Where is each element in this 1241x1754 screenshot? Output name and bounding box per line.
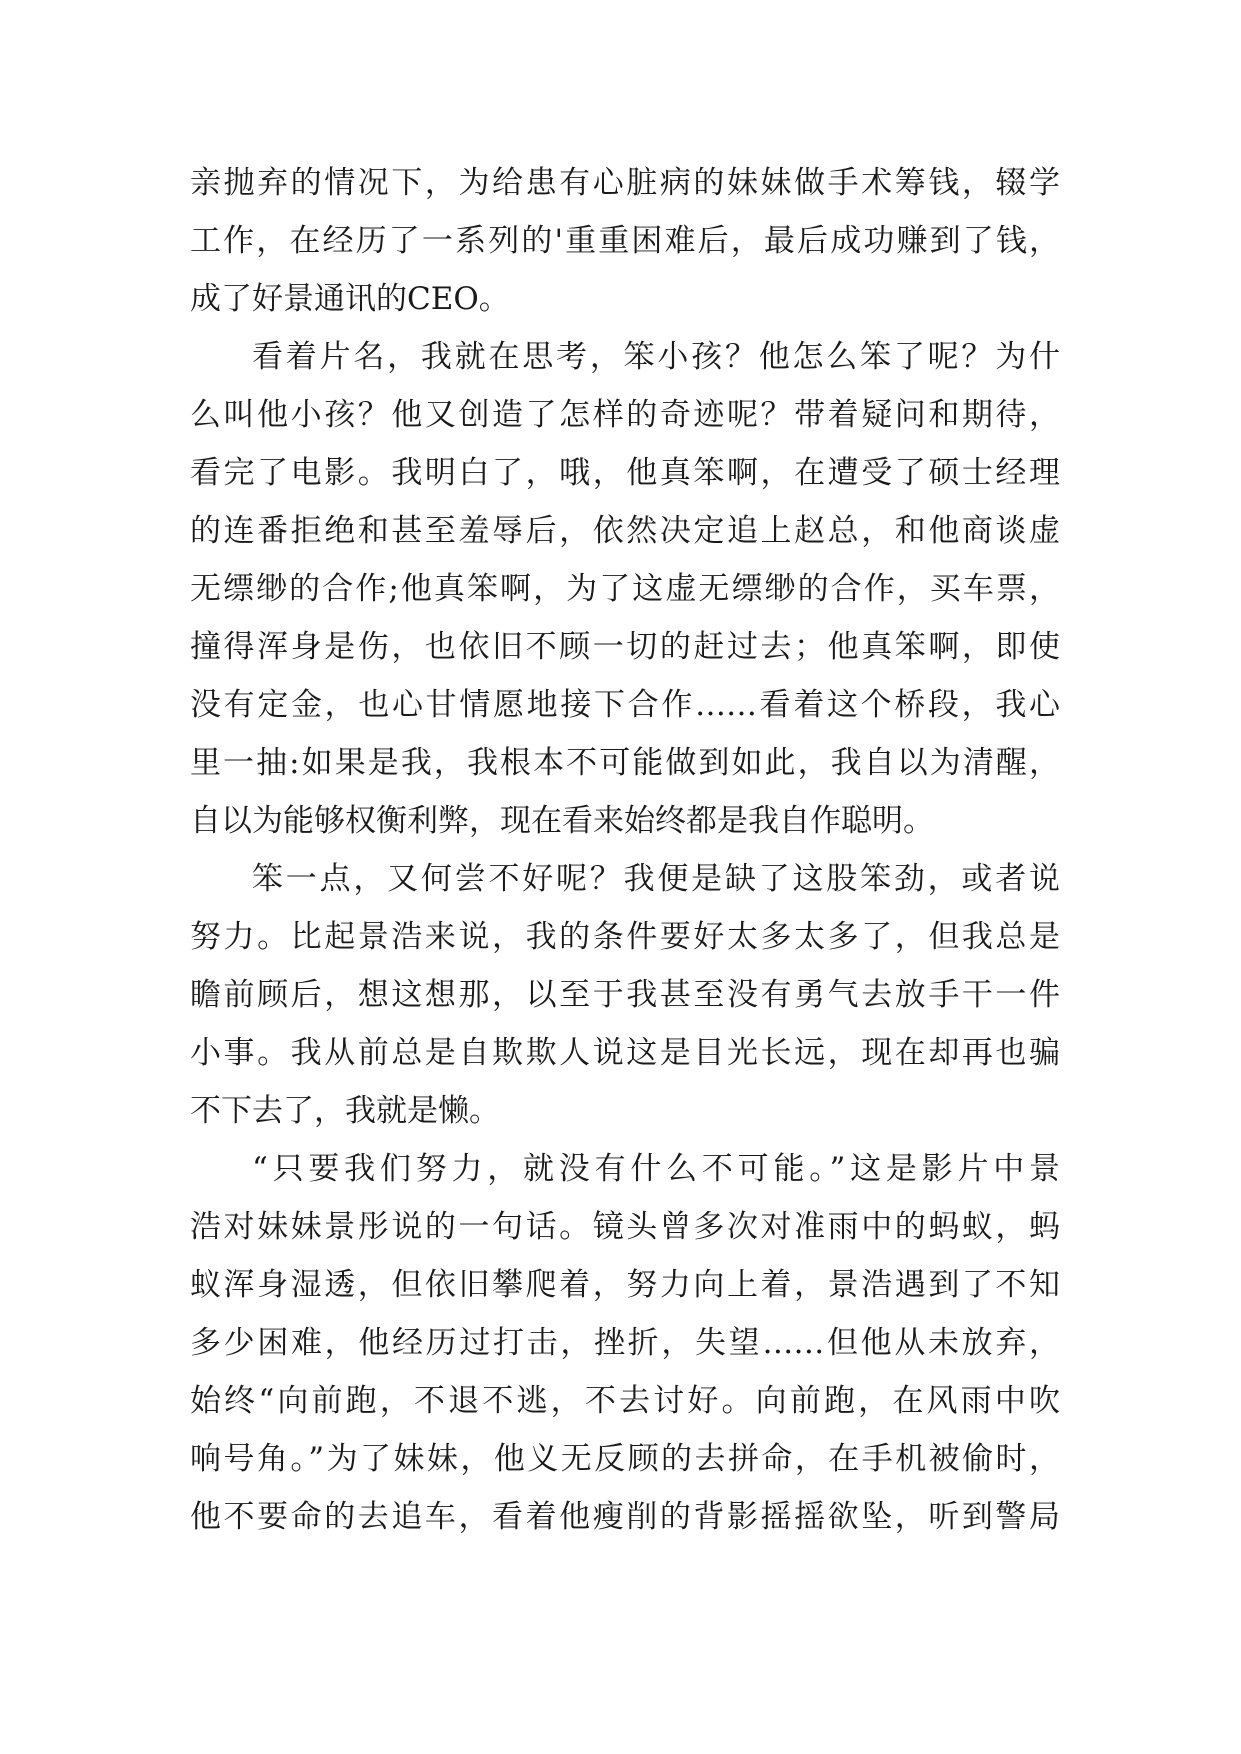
text-line: 亲抛弃的情况下，为给患有心脏病的妹妹做手术筹钱，辍学: [190, 165, 1060, 201]
text-line: 的连番拒绝和甚至羞辱后，依然决定追上赵总，和他商谈虚: [190, 513, 1060, 549]
text-line: 不下去了，我就是懒。: [190, 1093, 500, 1129]
text-line: 撞得浑身是伤，也依旧不顾一切的赶过去；他真笨啊，即使: [190, 629, 1060, 665]
text-line: 努力。比起景浩来说，我的条件要好太多太多了，但我总是: [190, 919, 1060, 955]
text-line: 响号角。”为了妹妹，他义无反顾的去拼命，在手机被偷时，: [190, 1441, 1060, 1477]
text-line: 多少困难，他经历过打击，挫折，失望……但他从未放弃，: [190, 1325, 1060, 1361]
text-line: 蚁浑身湿透，但依旧攀爬着，努力向上着，景浩遇到了不知: [190, 1267, 1060, 1303]
text-line: 成了好景通讯的CEO。: [190, 281, 510, 317]
text-line: 小事。我从前总是自欺欺人说这是目光长远，现在却再也骗: [190, 1035, 1060, 1071]
text-line: 无缥缈的合作;他真笨啊，为了这虚无缥缈的合作，买车票，: [190, 571, 1060, 607]
text-line: 么叫他小孩？他又创造了怎样的奇迹呢？带着疑问和期待，: [190, 397, 1060, 433]
text-line: 看着片名，我就在思考，笨小孩？他怎么笨了呢？为什: [252, 339, 1060, 375]
body-text: [190, 154, 1060, 1546]
text-line: 看完了电影。我明白了，哦，他真笨啊，在遭受了硕士经理: [190, 455, 1060, 491]
text-line: 浩对妹妹景彤说的一句话。镜头曾多次对准雨中的蚂蚁，蚂: [190, 1209, 1060, 1245]
text-line: 工作，在经历了一系列的'重重困难后，最后成功赚到了钱，: [190, 223, 1060, 259]
text-line: 他不要命的去追车，看着他瘦削的背影摇摇欲坠，听到警局: [190, 1499, 1060, 1535]
text-line: 没有定金，也心甘情愿地接下合作……看着这个桥段，我心: [190, 687, 1060, 723]
text-line: 瞻前顾后，想这想那，以至于我甚至没有勇气去放手干一件: [190, 977, 1060, 1013]
text-line: 笨一点，又何尝不好呢？我便是缺了这股笨劲，或者说: [252, 861, 1060, 897]
text-line: 始终“向前跑，不退不逃，不去讨好。向前跑，在风雨中吹: [190, 1383, 1060, 1419]
text-line: “只要我们努力，就没有什么不可能。”这是影片中景: [252, 1151, 1060, 1187]
text-line: 里一抽:如果是我，我根本不可能做到如此，我自以为清醒，: [190, 745, 1060, 781]
text-line: 自以为能够权衡利弊，现在看来始终都是我自作聪明。: [190, 803, 934, 839]
